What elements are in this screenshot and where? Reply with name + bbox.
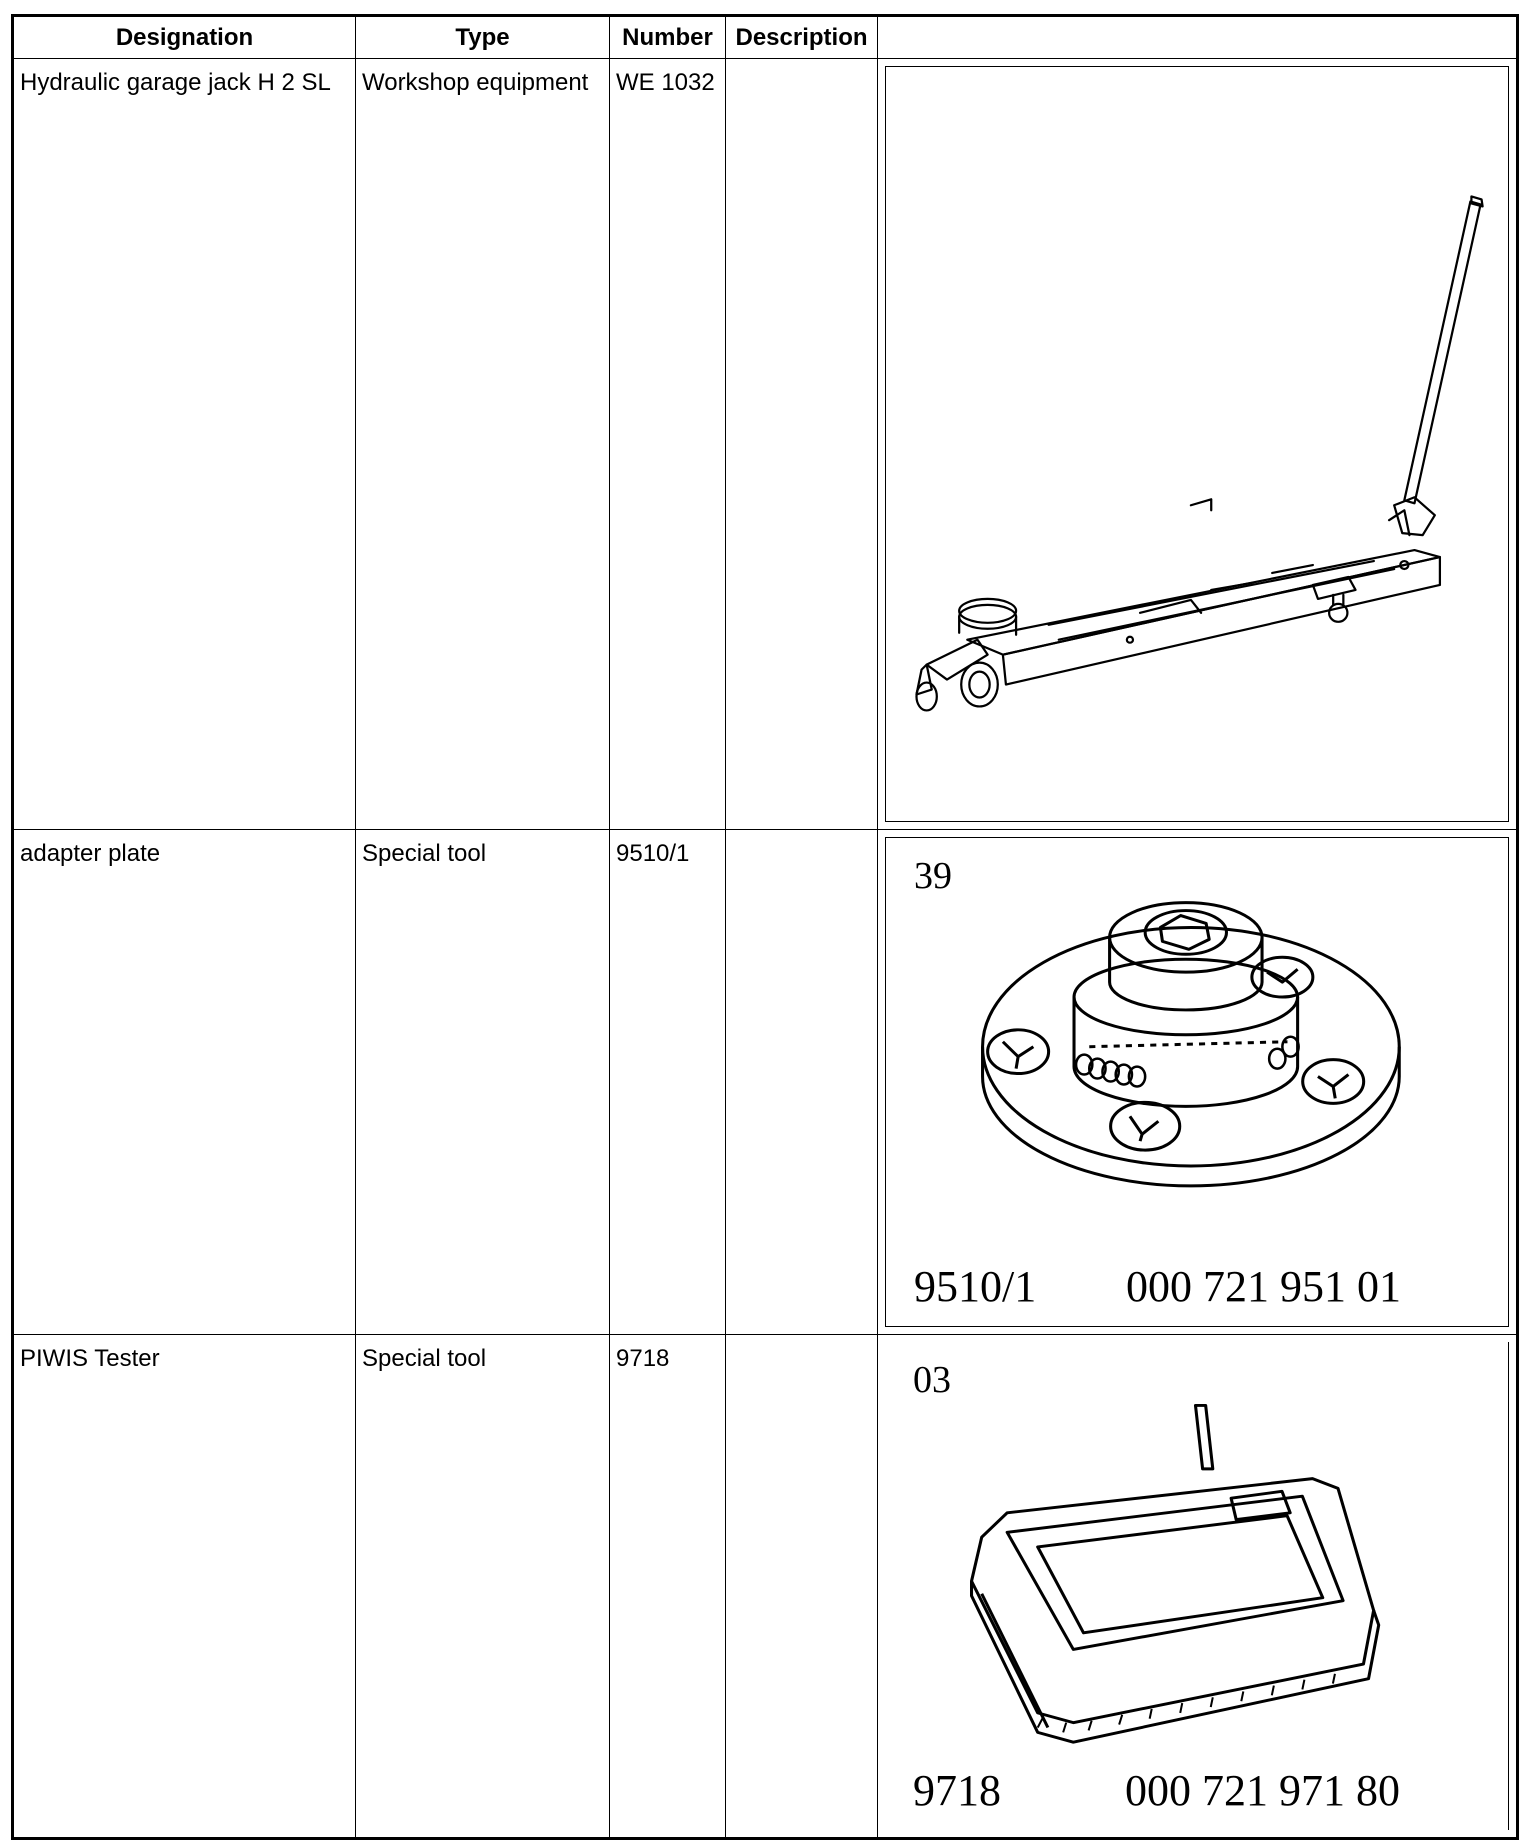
cell-number: WE 1032 (610, 59, 726, 830)
image-part-number: 000 721 951 01 (1126, 1262, 1401, 1311)
garage-jack-illustration (885, 66, 1509, 822)
cell-image (878, 59, 1518, 830)
special-tools-table (11, 14, 1519, 1840)
cell-description (726, 1335, 878, 1839)
cell-type: Special tool (356, 830, 610, 1335)
image-index-label: 03 (913, 1359, 951, 1401)
adapter-plate-drawing (886, 838, 1508, 1326)
image-part-number: 000 721 971 80 (1125, 1766, 1400, 1815)
cell-designation: adapter plate (13, 830, 356, 1335)
cell-description (726, 830, 878, 1335)
table-row (13, 59, 1518, 830)
table-row (13, 1335, 1518, 1839)
table-row (13, 830, 1518, 1335)
header-designation: Designation (13, 16, 356, 59)
image-index-label: 39 (914, 855, 952, 897)
cell-designation: PIWIS Tester (13, 1335, 356, 1839)
cell-type: Workshop equipment (356, 59, 610, 830)
piwis-tester-drawing (885, 1342, 1508, 1830)
header-image (878, 16, 1518, 59)
cell-designation: Hydraulic garage jack H 2 SL (13, 59, 356, 830)
cell-image (878, 830, 1518, 1335)
adapter-plate-illustration (885, 837, 1509, 1327)
cell-type: Special tool (356, 1335, 610, 1839)
header-description: Description (726, 16, 878, 59)
cell-number: 9510/1 (610, 830, 726, 1335)
header-type: Type (356, 16, 610, 59)
piwis-tester-illustration (885, 1342, 1509, 1830)
image-tool-number: 9510/1 (914, 1262, 1037, 1311)
header-number: Number (610, 16, 726, 59)
table-header-row (13, 16, 1518, 59)
cell-description (726, 59, 878, 830)
cell-image (878, 1335, 1518, 1839)
image-tool-number: 9718 (913, 1766, 1001, 1815)
cell-number: 9718 (610, 1335, 726, 1839)
garage-jack-drawing (886, 67, 1508, 821)
